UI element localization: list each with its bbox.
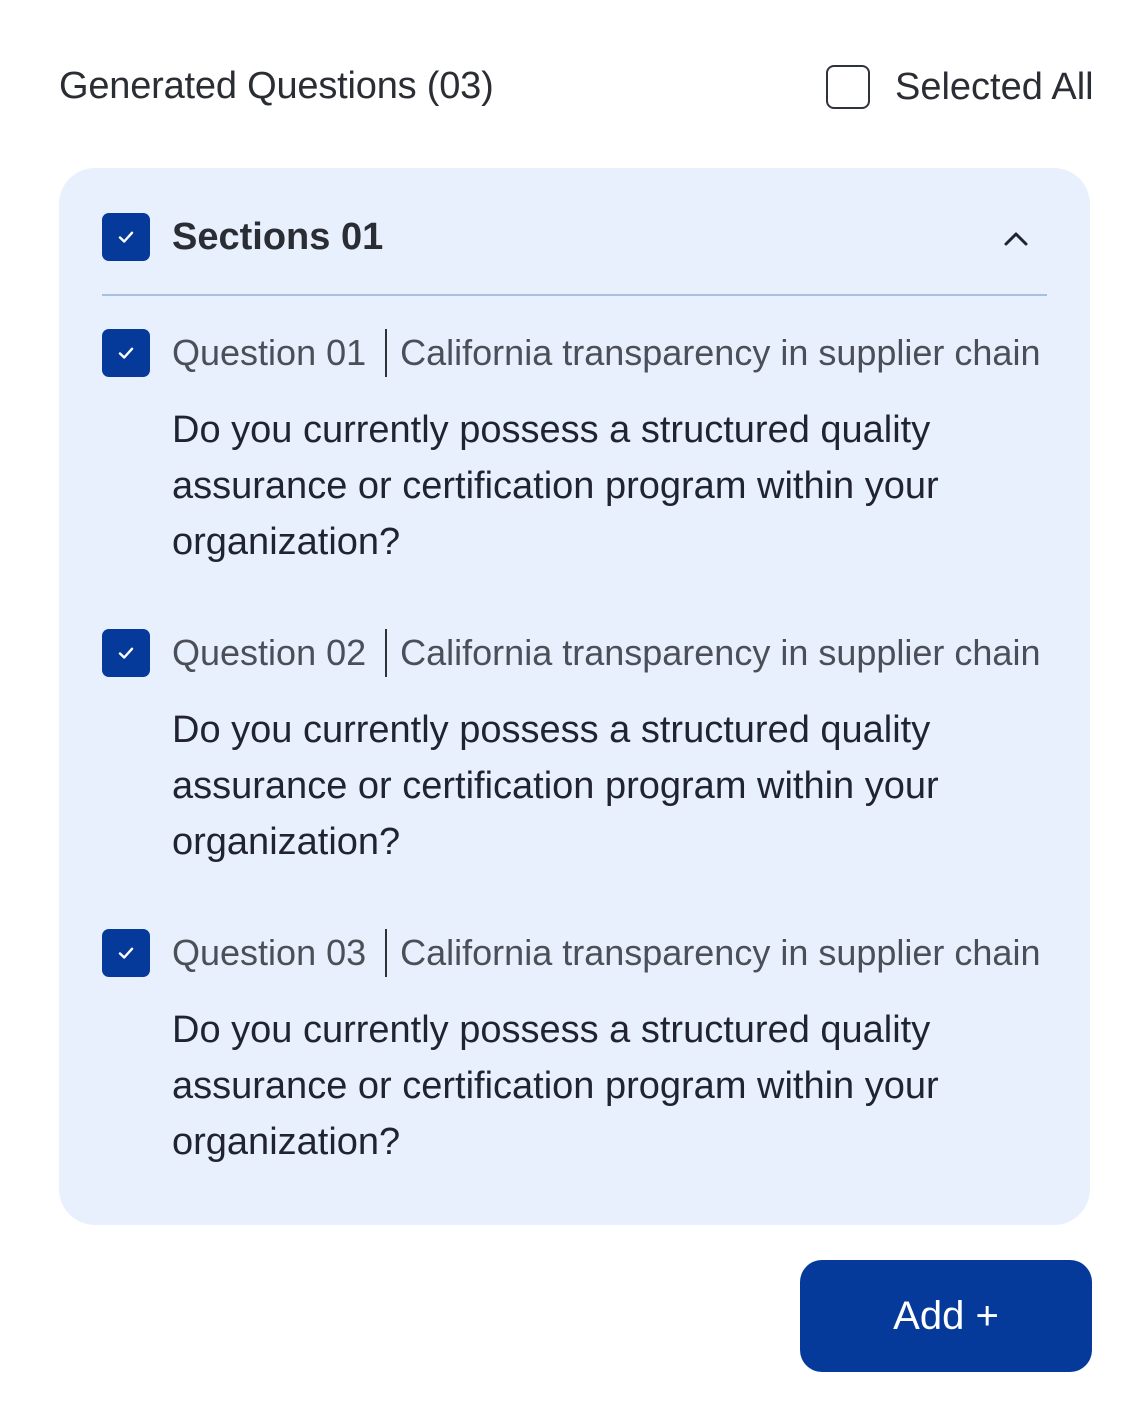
section-checkbox[interactable] xyxy=(102,213,150,261)
select-all-toggle[interactable] xyxy=(826,61,1094,113)
section-card xyxy=(59,168,1090,1225)
question-label: Question 03 xyxy=(172,932,367,973)
check-icon xyxy=(115,642,137,664)
add-button[interactable]: Add + xyxy=(800,1260,1092,1372)
question-text: Do you currently possess a structured quality assurance or certification program within your organization? xyxy=(172,709,939,863)
check-icon xyxy=(115,342,137,364)
question-item xyxy=(102,928,1047,1170)
question-section-name: California transparency in supplier chain xyxy=(400,332,1041,373)
section-header[interactable] xyxy=(102,212,1047,262)
question-separator xyxy=(385,929,387,977)
question-text: Do you currently possess a structured quality assurance or certification program within your organization? xyxy=(172,409,939,563)
select-all-checkbox[interactable] xyxy=(826,65,870,109)
question-label: Question 02 xyxy=(172,632,367,673)
check-icon xyxy=(115,942,137,964)
section-title: Sections 01 xyxy=(172,216,384,258)
question-text: Do you currently possess a structured quality assurance or certification program within your organization? xyxy=(172,1009,939,1163)
question-separator xyxy=(385,329,387,377)
question-separator xyxy=(385,629,387,677)
question-checkbox[interactable] xyxy=(102,629,150,677)
question-label: Question 01 xyxy=(172,332,367,373)
question-section-name: California transparency in supplier chain xyxy=(400,932,1041,973)
section-divider xyxy=(102,294,1047,296)
question-header xyxy=(102,628,1047,678)
chevron-up-icon[interactable] xyxy=(1003,226,1029,252)
question-item xyxy=(102,328,1047,570)
check-icon xyxy=(115,226,137,248)
select-all-label: Selected All xyxy=(895,66,1094,108)
question-item xyxy=(102,628,1047,870)
question-header xyxy=(102,328,1047,378)
question-header xyxy=(102,928,1047,978)
question-checkbox[interactable] xyxy=(102,329,150,377)
question-checkbox[interactable] xyxy=(102,929,150,977)
page-title: Generated Questions (03) xyxy=(59,65,494,107)
question-section-name: California transparency in supplier chain xyxy=(400,632,1041,673)
